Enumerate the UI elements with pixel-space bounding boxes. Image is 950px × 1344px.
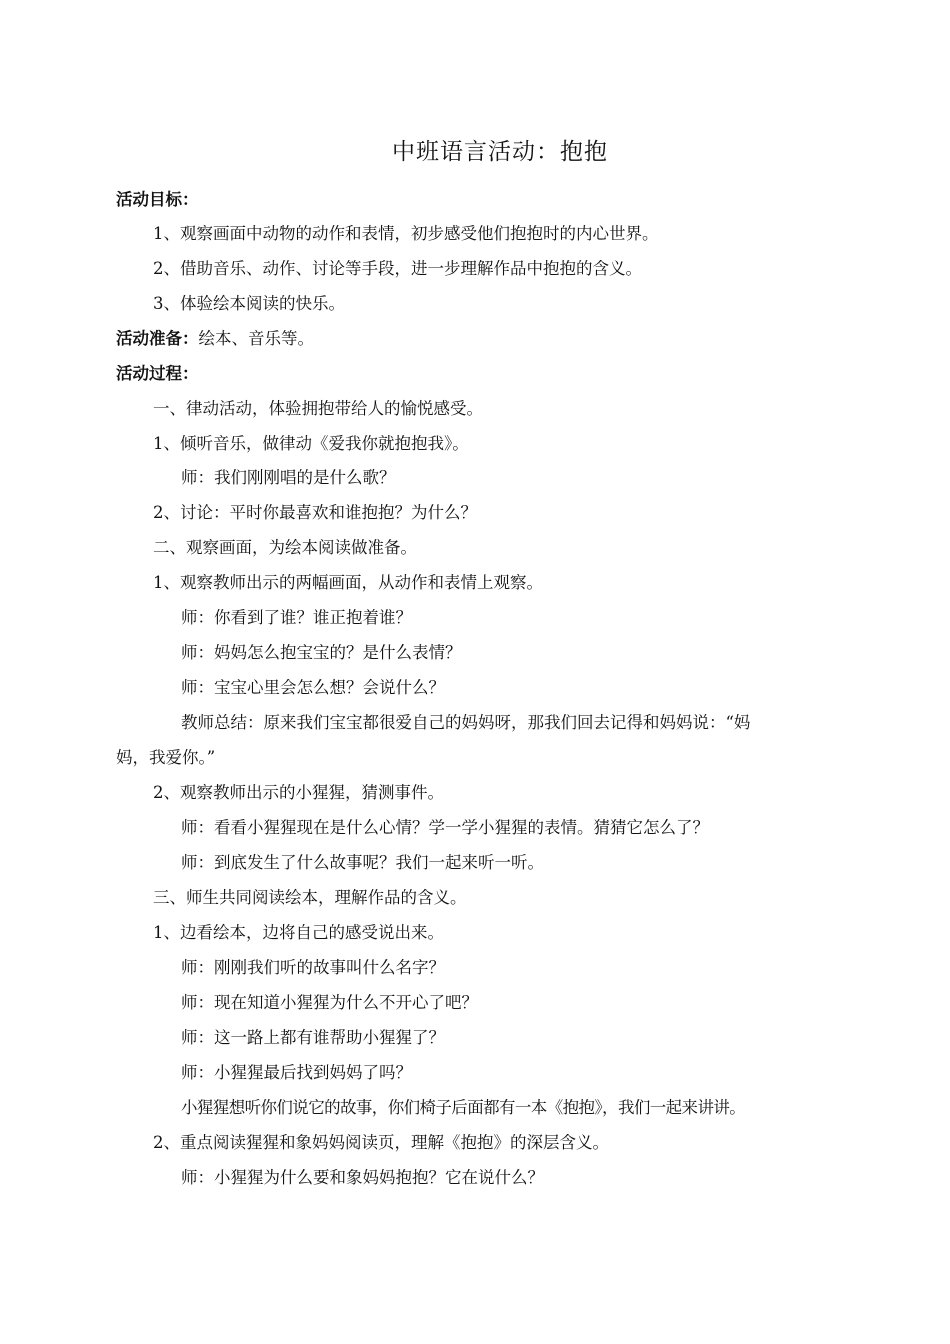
teacher-line: 师：宝宝心里会怎么想？会说什么？ xyxy=(181,678,445,697)
page-title: 中班语言活动：抱抱 xyxy=(392,139,608,165)
teacher-line: 师：我们刚刚唱的是什么歌？ xyxy=(181,468,396,487)
step-item: 1、边看绘本，边将自己的感受说出来。 xyxy=(153,923,444,942)
section-heading: 二、观察画面，为绘本阅读做准备。 xyxy=(153,538,417,557)
section-heading: 一、律动活动，体验拥抱带给人的愉悦感受。 xyxy=(153,399,483,418)
teacher-line: 师：刚刚我们听的故事叫什么名字？ xyxy=(181,958,445,977)
goal-item: 1、观察画面中动物的动作和表情，初步感受他们抱抱时的内心世界。 xyxy=(153,224,659,243)
teacher-line: 师：到底发生了什么故事呢？我们一起来听一听。 xyxy=(181,853,544,872)
step-item: 1、倾听音乐，做律动《爱我你就抱抱我》。 xyxy=(153,434,469,453)
teacher-line: 师：小猩猩为什么要和象妈妈抱抱？它在说什么？ xyxy=(181,1168,544,1187)
process-heading: 活动过程： xyxy=(116,364,199,383)
narration-line: 小猩猩想听你们说它的故事，你们椅子后面都有一本《抱抱》，我们一起来讲讲。 xyxy=(181,1098,746,1117)
goal-item: 2、借助音乐、动作、讨论等手段，进一步理解作品中抱抱的含义。 xyxy=(153,259,642,278)
step-item: 2、重点阅读猩猩和象妈妈阅读页，理解《抱抱》的深层含义。 xyxy=(153,1133,609,1152)
teacher-line: 师：妈妈怎么抱宝宝的？是什么表情？ xyxy=(181,643,462,662)
teacher-line: 师：你看到了谁？谁正抱着谁？ xyxy=(181,608,412,627)
summary-line-cont: 妈，我爱你。” xyxy=(116,748,216,767)
step-item: 1、观察教师出示的两幅画面，从动作和表情上观察。 xyxy=(153,573,543,592)
goal-item: 3、体验绘本阅读的快乐。 xyxy=(153,294,345,313)
step-item: 2、讨论：平时你最喜欢和谁抱抱？为什么？ xyxy=(153,503,477,522)
summary-line: 教师总结：原来我们宝宝都很爱自己的妈妈呀，那我们回去记得和妈妈说：“妈 xyxy=(181,713,751,732)
goals-heading: 活动目标： xyxy=(116,190,199,209)
step-item: 2、观察教师出示的小猩猩，猜测事件。 xyxy=(153,783,444,802)
prep-text: 绘本、音乐等。 xyxy=(198,329,314,348)
prep-heading: 活动准备： xyxy=(116,329,199,348)
teacher-line: 师：这一路上都有谁帮助小猩猩了？ xyxy=(181,1028,445,1047)
teacher-line: 师：现在知道小猩猩为什么不开心了吧？ xyxy=(181,993,478,1012)
teacher-line: 师：小猩猩最后找到妈妈了吗？ xyxy=(181,1063,412,1082)
prep-line xyxy=(116,327,314,351)
section-heading: 三、师生共同阅读绘本，理解作品的含义。 xyxy=(153,888,467,907)
teacher-line: 师：看看小猩猩现在是什么心情？学一学小猩猩的表情。猜猜它怎么了？ xyxy=(181,818,709,837)
